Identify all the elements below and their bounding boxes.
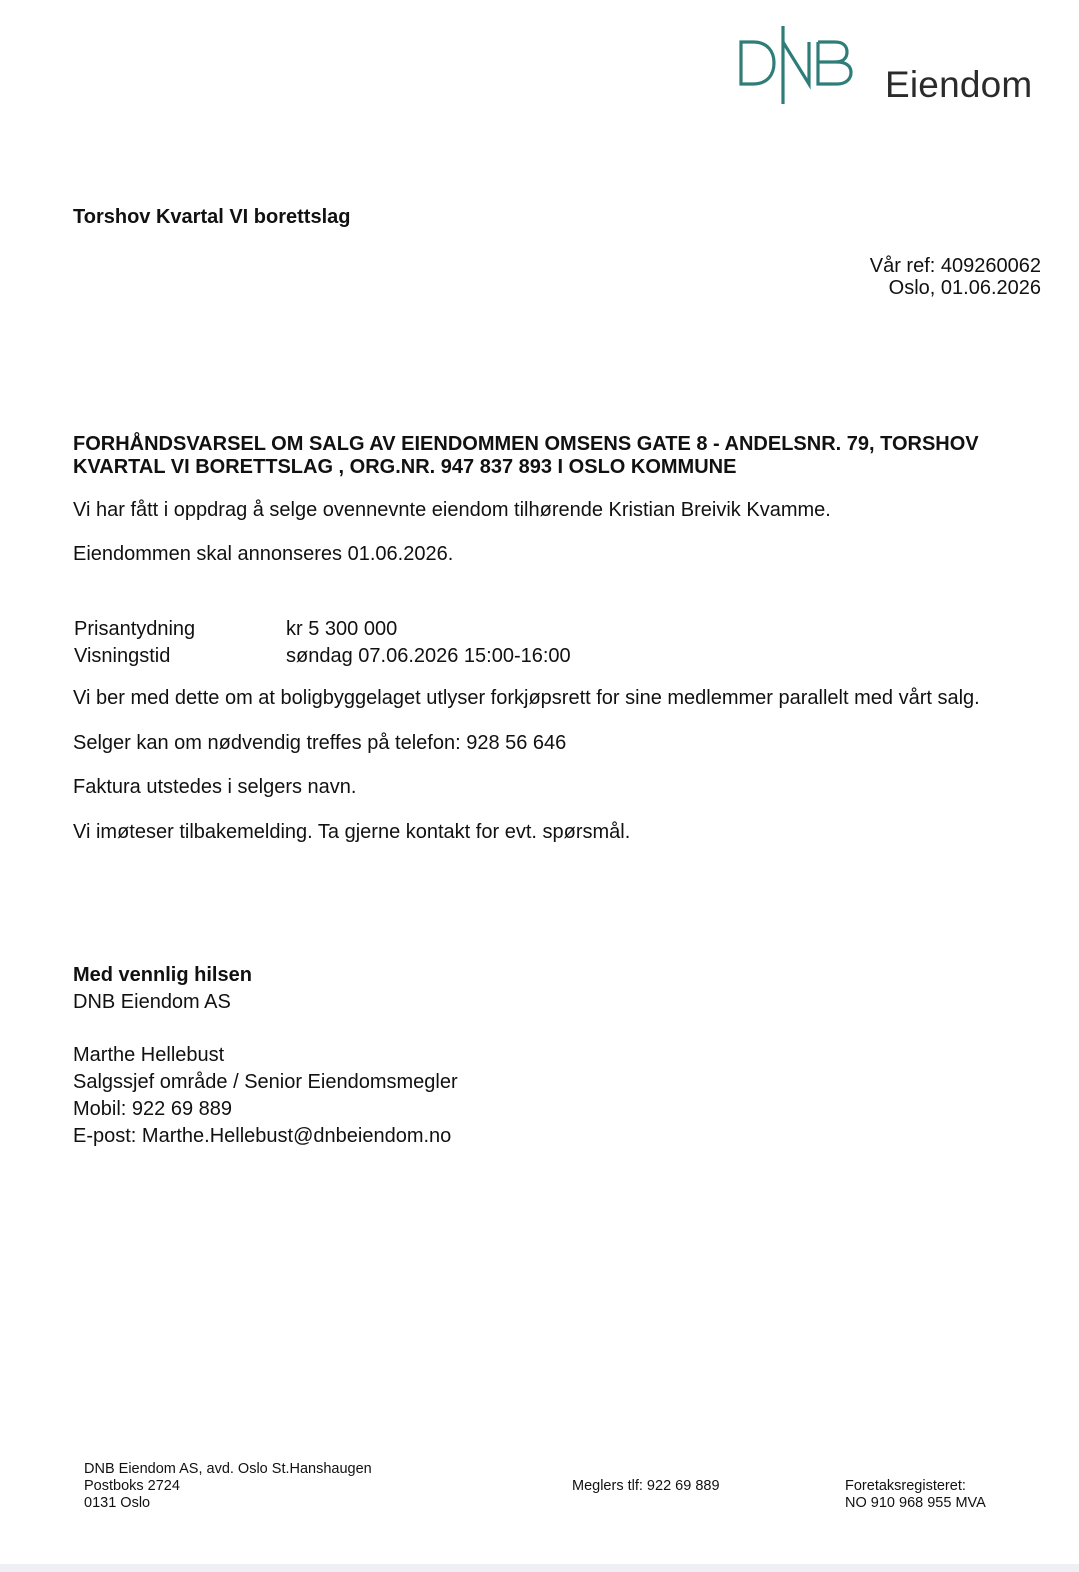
footer-address [84, 1461, 372, 1512]
footer-registry-line: Foretaksregisteret: [845, 1478, 966, 1494]
footer-address-line: 0131 Oslo [84, 1495, 151, 1511]
sender-mobile: Mobil: 922 69 889 [73, 1098, 233, 1120]
facts-row [74, 616, 571, 643]
greeting: Med vennlig hilsen [73, 964, 252, 986]
footer-registry-line: NO 910 968 955 MVA [845, 1495, 986, 1511]
intro-paragraph: Vi har fått i oppdrag å selge ovennevnte eiendom tilhørende Kristian Breivik Kvamme. [73, 499, 831, 521]
recipient-name: Torshov Kvartal VI borettslag [73, 206, 351, 228]
reference-number: Vår ref: 409260062 [869, 255, 1041, 277]
footer-registry [845, 1478, 986, 1512]
place-date: Oslo, 01.06.2026 [888, 277, 1041, 299]
body-paragraph: Vi imøteser tilbakemelding. Ta gjerne kontakt for evt. spørsmål. [73, 821, 631, 843]
body-paragraph: Faktura utstedes i selgers navn. [73, 776, 357, 798]
sender-name: Marthe Hellebust [73, 1044, 225, 1066]
facts-table [74, 616, 571, 670]
body-paragraph: Selger kan om nødvendig treffes på telefon: 928 56 646 [73, 732, 567, 754]
sender-company: DNB Eiendom AS [73, 991, 231, 1013]
footer-address-line: Postboks 2724 [84, 1478, 180, 1494]
footer-address-line: DNB Eiendom AS, avd. Oslo St.Hanshaugen [84, 1461, 372, 1477]
facts-label: Prisantydning [74, 618, 196, 640]
signoff-block [73, 962, 458, 1150]
sender-title: Salgssjef område / Senior Eiendomsmegler [73, 1071, 458, 1093]
facts-row [74, 643, 571, 670]
reference-block [870, 255, 1041, 299]
logo-wordmark: Eiendom [885, 64, 1033, 105]
facts-label: Visningstid [74, 645, 171, 667]
dnb-logo-mark [738, 22, 858, 108]
page-bottom-edge [0, 1564, 1079, 1572]
facts-value: kr 5 300 000 [286, 618, 398, 640]
footer-phone: Meglers tlf: 922 69 889 [572, 1478, 720, 1494]
letter-subject: FORHÅNDSVARSEL OM SALG AV EIENDOMMEN OMSENS GATE 8 - ANDELSNR. 79, TORSHOV KVARTAL VI BORETTSLAG , ORG.NR. 947 837 893 I OSLO KOMMUNE [73, 433, 979, 478]
intro-paragraph: Eiendommen skal annonseres 01.06.2026. [73, 543, 454, 565]
facts-value: søndag 07.06.2026 15:00-16:00 [286, 645, 571, 667]
dnb-eiendom-logo [738, 22, 1038, 112]
sender-email: E-post: Marthe.Hellebust@dnbeiendom.no [73, 1125, 452, 1147]
body-paragraph: Vi ber med dette om at boligbyggelaget utlyser forkjøpsrett for sine medlemmer parallelt med vårt salg. [73, 687, 980, 709]
